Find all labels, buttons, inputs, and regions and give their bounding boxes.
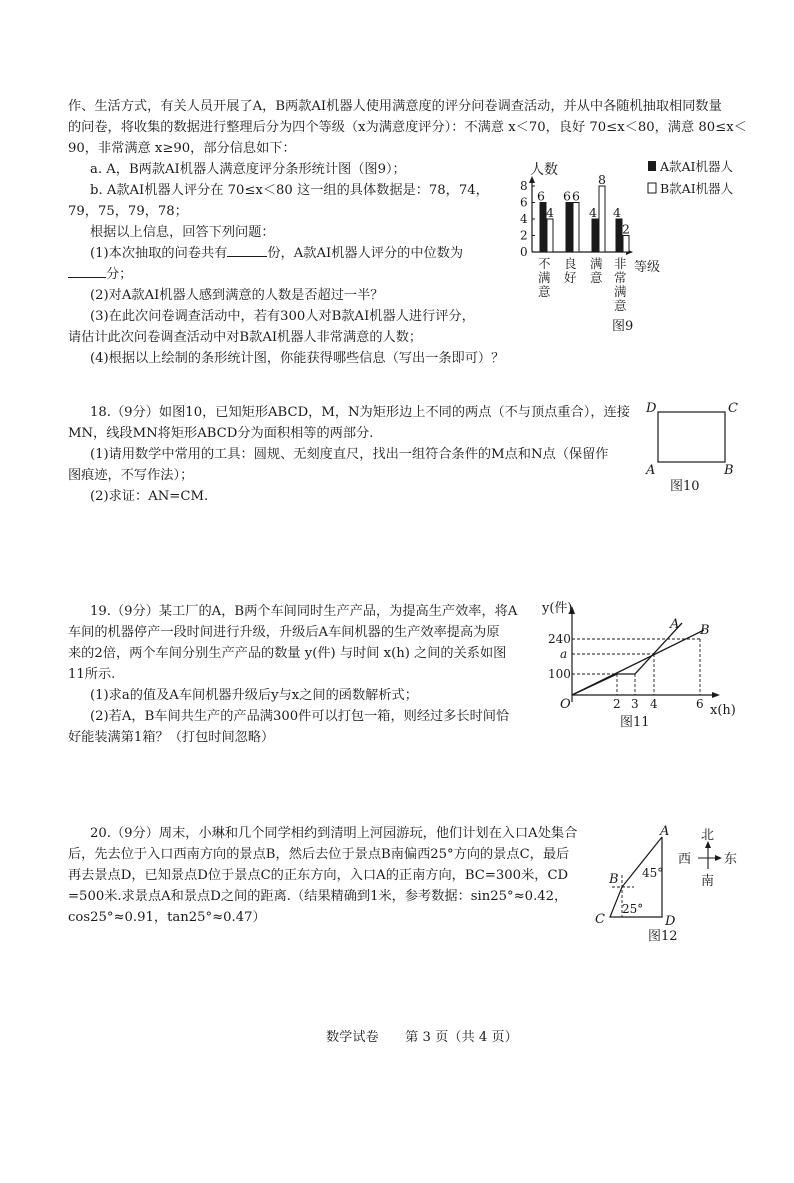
q18-line-1: 18.（9分）如图10，已知矩形ABCD，M，N为矩形边上不同的两点（不与顶点重合），连接	[90, 405, 630, 420]
legend-swatch-a	[648, 161, 656, 171]
q17-line-6: 79，75，79，78；	[68, 204, 188, 219]
point-d: D	[665, 914, 676, 929]
q17-line-7: 根据以上信息，回答下列问题：	[90, 225, 275, 240]
category-label: 不	[538, 256, 551, 271]
q19-line-3: 来的2倍，两个车间分别生产产品的数量 y(件) 与时间 x(h) 之间的关系如图	[68, 646, 507, 661]
rectangle-abcd	[658, 412, 725, 462]
fig9-xlabel: 等级	[634, 260, 661, 275]
figure-12-geometry	[590, 825, 750, 945]
bar-a-value-label: 4	[613, 205, 621, 220]
q19-line-6: (2)若A，B车间共生产的产品满300件可以打包一箱，则经过多长时间恰	[90, 709, 510, 724]
bar-b-value-label: 4	[546, 205, 554, 220]
x-tick-2: 2	[613, 697, 621, 711]
q17-line-9	[68, 268, 132, 281]
origin-label: O	[560, 697, 571, 712]
q17-q1-text-c: 分；	[106, 267, 133, 282]
y-tick-240: 240	[548, 632, 571, 646]
bar-b	[547, 219, 553, 252]
q19-line-5: (1)求a的值及A车间机器升级后y与x之间的函数解析式；	[90, 688, 418, 703]
q17-line-4: a. A，B两款AI机器人满意度评分条形统计图（图9）；	[90, 162, 406, 177]
category-label: 意	[614, 298, 627, 313]
bar-a-value-label: 6	[537, 188, 545, 204]
legend-label-a: A款AI机器人	[660, 159, 733, 174]
angle-25: 25°	[622, 902, 644, 916]
x-tick-6: 6	[696, 697, 704, 711]
x-tick-3: 3	[631, 697, 639, 711]
q20-line-5: cos25°≈0.91，tan25°≈0.47）	[68, 910, 266, 925]
q18-line-4: 图痕迹，不写作法）；	[68, 468, 194, 483]
bar-a-value-label: 6	[563, 188, 571, 204]
bar-b-value-label: 8	[598, 172, 606, 187]
q17-line-5: b. A款AI机器人评分在 70≤x＜80 这一组的具体数据是：78，74，	[90, 183, 489, 198]
figure-11-line-graph	[534, 600, 744, 735]
compass-south: 南	[701, 874, 715, 889]
fig9-y-tick-label: 8	[520, 179, 528, 193]
q17-line-11: (3)在此次问卷调查活动中，若有300人对B款AI机器人进行评分，	[90, 309, 475, 324]
compass-north: 北	[701, 828, 715, 843]
q17-line-2: 的问卷，将收集的数据进行整理后分为四个等级（x为满意度评分）：不满意 x＜70，良好 70≤x＜80，满意 80≤x＜	[68, 120, 747, 135]
legend-label-b: B款AI机器人	[660, 181, 734, 196]
angle-45: 45°	[642, 866, 664, 880]
vertex-a: A	[646, 463, 656, 478]
fig11-ylabel: y(件)	[542, 601, 573, 616]
caption-fig12: 图12	[648, 929, 678, 944]
category-label: 意	[590, 270, 603, 285]
line-a	[572, 623, 682, 695]
fig9-y-tick-label: 0	[520, 245, 528, 259]
point-b: B	[609, 872, 619, 887]
legend-swatch-b	[648, 183, 656, 193]
category-label: 满	[614, 284, 627, 299]
point-a: A	[660, 824, 670, 839]
category-label: 好	[564, 270, 577, 285]
fig9-y-tick-label: 4	[520, 212, 528, 226]
bar-a	[566, 203, 572, 253]
fig11-caption: 图11	[620, 715, 650, 730]
q20-line-2: 后，先去位于入口西南方向的景点B，然后去位于景点B南偏西25°方向的景点C，最后	[68, 847, 570, 862]
y-tick-100: 100	[548, 667, 571, 681]
category-label: 非	[614, 256, 627, 271]
line-b-label: B	[700, 623, 710, 638]
bar-a-value-label: 4	[589, 205, 597, 220]
bar-b	[599, 186, 605, 252]
category-label: 意	[538, 284, 551, 299]
q19-line-4: 11所示.	[68, 667, 116, 682]
y-tick-a: a	[560, 647, 568, 661]
q17-line-12: 请估计此次问卷调查活动中对B款AI机器人非常满意的人数；	[68, 330, 423, 345]
page-footer: 数学试卷 第 3 页（共 4 页）	[326, 1030, 518, 1045]
q20-line-4: =500米.求景点A和景点D之间的距离.（结果精确到1米，参考数据：sin25°≈0.42，	[68, 889, 568, 904]
q18-line-3: (1)请用数学中常用的工具：圆规、无刻度直尺，找出一组符合条件的M点和N点（保留作	[90, 447, 609, 462]
category-label: 常	[614, 270, 627, 285]
answer-blank-count[interactable]	[227, 256, 267, 257]
q17-line-13: (4)根据以上绘制的条形统计图，你能获得哪些信息（写出一条即可）？	[90, 351, 505, 366]
q20-line-1: 20.（9分）周末，小琳和几个同学相约到清明上河园游玩，他们计划在入口A处集合	[90, 826, 578, 841]
bar-a	[592, 219, 598, 252]
line-a-label: A	[670, 617, 680, 632]
q20-line-3: 再去景点D，已知景点D位于景点C的正东方向，入口A的正南方向，BC=300米，CD	[68, 868, 569, 883]
q17-line-3: 90，非常满意 x≥90，部分信息如下：	[68, 141, 296, 156]
compass-east-arrow	[715, 855, 722, 861]
bar-b	[623, 236, 629, 253]
vertex-c: C	[728, 401, 738, 416]
bar-b-value-label: 2	[622, 221, 630, 237]
x-tick-4: 4	[650, 697, 658, 711]
q19-line-2: 车间的机器停产一段时间进行升级，升级后A车间机器的生产效率提高为原	[68, 625, 500, 640]
bar-b-value-label: 6	[572, 188, 580, 204]
q17-line-8	[90, 247, 463, 260]
figure-10-rectangle	[640, 398, 750, 493]
q17-line-10: (2)对A款AI机器人感到满意的人数是否超过一半？	[90, 288, 384, 303]
q18-line-5: (2)求证：AN=CM.	[90, 489, 209, 504]
fig10-caption: 图10	[670, 479, 700, 494]
category-label: 满	[538, 270, 551, 285]
category-label: 良	[564, 256, 577, 271]
answer-blank-median[interactable]	[68, 277, 106, 278]
bar-b	[573, 203, 579, 253]
q17-line-1: 作、生活方式，有关人员开展了A，B两款AI机器人使用满意度的评分问卷调查活动，并从中各随机抽取相同数量	[68, 99, 722, 114]
fig9-caption: 图9	[612, 319, 634, 334]
q19-line-7: 好能装满第1箱？（打包时间忽略）	[68, 730, 275, 745]
fig9-y-tick-label: 2	[520, 228, 528, 243]
fig9-ylabel: 人数	[530, 162, 558, 178]
point-c: C	[595, 912, 605, 927]
category-label: 满	[590, 256, 603, 271]
fig9-y-tick-label: 6	[520, 195, 528, 210]
fig11-xlabel: x(h)	[710, 703, 736, 718]
q18-line-2: MN，线段MN将矩形ABCD分为面积相等的两部分.	[68, 426, 374, 441]
vertex-d: D	[646, 401, 657, 416]
q19-line-1: 19.（9分）某工厂的A，B两个车间同时生产产品，为提高生产效率，将A	[90, 604, 518, 619]
x-axis-arrow	[712, 692, 720, 698]
compass-west: 西	[678, 852, 692, 867]
q17-q1-text-b: 份，A款AI机器人评分的中位数为	[267, 246, 464, 261]
q17-q1-text-a: (1)本次抽取的问卷共有	[90, 246, 228, 261]
figure-9-bar-chart	[516, 158, 766, 348]
vertex-b: B	[724, 463, 734, 478]
compass-east: 东	[724, 852, 738, 867]
